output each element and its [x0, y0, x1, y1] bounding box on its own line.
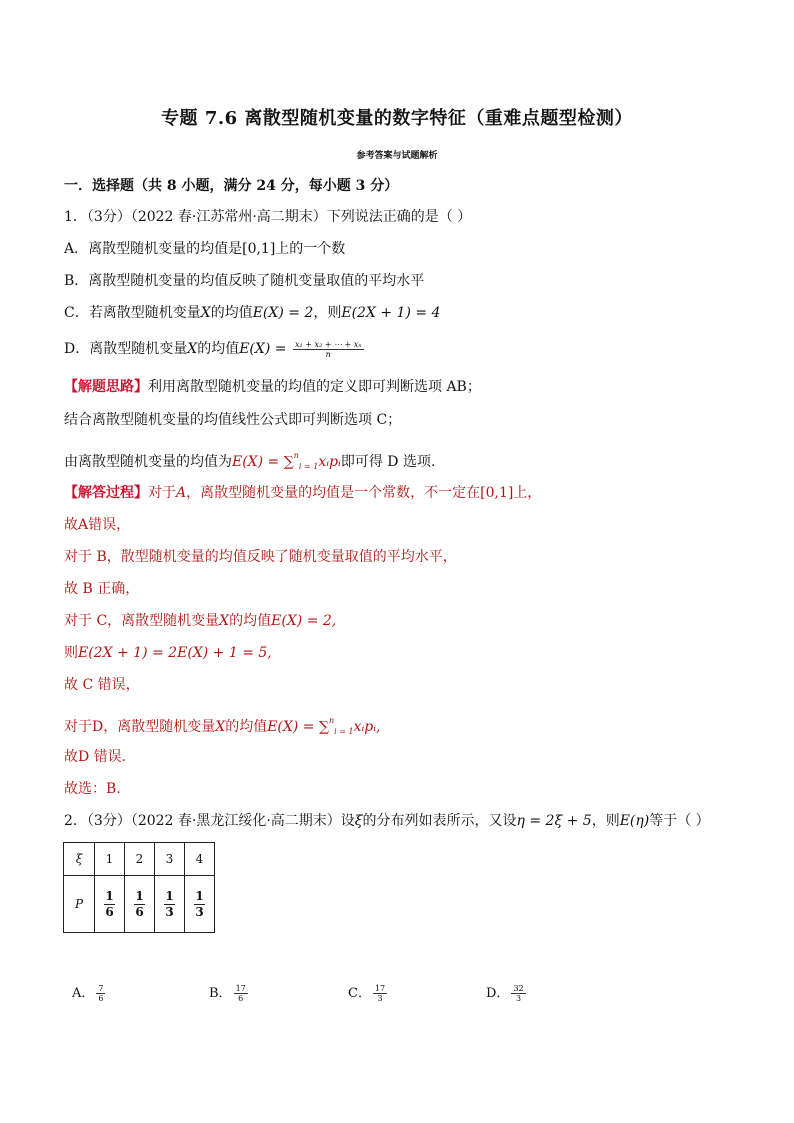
process-5-mid: 的均值	[229, 613, 272, 629]
q1-option-d	[64, 339, 364, 359]
cell-fraction	[104, 889, 114, 920]
q1-thought-2: 结合离散型随机变量的均值线性公式即可判断选项 C；	[64, 412, 402, 428]
q1-option-c	[64, 303, 440, 323]
q2-stem-post: 等于（ ）	[649, 813, 710, 829]
fraction-denominator: 3	[195, 904, 204, 919]
cell-fraction	[134, 889, 144, 920]
table-cell	[185, 876, 215, 933]
process-1-post: ，离散型随机变量的均值是一个常数，不一定在[0,1]上，	[186, 485, 542, 501]
table-cell	[155, 876, 185, 933]
process-6-eq: E(2X + 1) = 2E(X) + 1 = 5,	[78, 645, 272, 661]
process-1-var: A	[176, 485, 187, 501]
fraction-numerator: 32	[513, 984, 524, 993]
table-cell	[125, 876, 155, 933]
table-row	[64, 876, 215, 933]
q1-option-d-fraction	[293, 340, 364, 359]
process-label: 【解答过程】	[64, 485, 148, 501]
option-fraction	[511, 984, 525, 1003]
process-8-pre: 对于D，离散型随机变量	[64, 719, 216, 735]
table-cell: ξ	[64, 843, 95, 876]
thought-text-1: 利用离散型随机变量的均值的定义即可判断选项 AB；	[148, 379, 481, 395]
fraction-numerator: 1	[195, 888, 204, 903]
q2-stem-pre: 2．（3分）（2022 春·黑龙江绥化·高二期末）设	[64, 813, 355, 829]
q2-stem-eq2: E(η)	[619, 813, 650, 829]
q1-option-a: A．离散型随机变量的均值是[0,1]上的一个数	[64, 241, 346, 257]
q1-option-b: B．离散型随机变量的均值反映了随机变量取值的平均水平	[64, 273, 425, 289]
process-8-sup: n	[328, 716, 335, 725]
q2-stem-eq: η = 2ξ + 5	[516, 813, 592, 829]
fraction-numerator: x₁ + x₂ + ⋯ + xₙ	[294, 339, 362, 349]
fraction-numerator: 17	[235, 984, 246, 993]
cell-fraction	[194, 889, 204, 920]
q2-stem-mid: 的分布列如表所示，又设	[362, 813, 517, 829]
thought-3-pre: 由离散型随机变量的均值为	[64, 454, 232, 470]
q1-process-4: 故 B 正确，	[64, 581, 140, 597]
q1-option-c-pre: C．若离散型随机变量	[64, 305, 201, 321]
q1-option-c-var: X	[200, 305, 211, 321]
q2-stem-xi: ξ	[354, 813, 363, 829]
fraction-denominator: 6	[238, 994, 244, 1003]
process-5-pre: 对于 C，离散型随机变量	[64, 613, 220, 629]
table-cell: 4	[185, 843, 215, 876]
thought-3-sup: n	[293, 451, 299, 460]
q1-option-d-eq: E(X) =	[239, 341, 287, 357]
thought-label: 【解题思路】	[64, 379, 148, 395]
distribution-table	[63, 842, 215, 933]
process-1-pre: 对于	[148, 485, 176, 501]
q1-option-c-eq1: E(X) = 2	[252, 305, 314, 321]
section-heading: 一．选择题（共 8 小题，满分 24 分，每小题 3 分）	[64, 178, 399, 194]
q1-option-c-mid3: ，则	[313, 305, 342, 321]
q1-option-d-mid: 的均值	[197, 341, 240, 357]
fraction-numerator: 1	[165, 888, 174, 903]
table-cell	[95, 876, 125, 933]
q1-process-6	[64, 643, 272, 663]
fraction-numerator: 1	[105, 888, 114, 903]
q1-option-d-pre: D．离散型随机变量	[64, 341, 188, 357]
fraction-denominator: n	[325, 349, 331, 359]
option-fraction	[96, 984, 105, 1003]
thought-3-eq: E(X) = ∑	[232, 454, 294, 470]
option-label: C．	[348, 986, 371, 1001]
process-8-eq: E(X) = ∑	[267, 719, 329, 735]
option-fraction	[373, 984, 387, 1003]
table-cell: P	[64, 876, 95, 933]
fraction-denominator: 6	[135, 904, 144, 919]
q1-thought-3	[64, 446, 435, 477]
option-label: D．	[486, 986, 510, 1001]
q2-stem-mid2: ，则	[591, 813, 620, 829]
q2-option-d	[486, 982, 526, 1003]
fraction-numerator: 7	[98, 984, 104, 993]
fraction-numerator: 1	[135, 888, 144, 903]
process-5-eq: E(X) = 2,	[271, 613, 337, 629]
table-row	[64, 843, 215, 876]
fraction-denominator: 3	[165, 904, 174, 919]
table-cell: 2	[125, 843, 155, 876]
option-label: A．	[72, 986, 95, 1001]
fraction-numerator: 17	[374, 984, 386, 993]
table-cell: 1	[95, 843, 125, 876]
q2-option-a	[72, 982, 105, 1003]
fraction-denominator: 3	[377, 994, 383, 1003]
q1-option-c-eq2: E(2X + 1) = 4	[341, 305, 441, 321]
thought-3-post: 即可得 D 选项.	[340, 454, 436, 470]
page-subtitle: 参考答案与试题解析	[356, 151, 438, 161]
option-fraction	[234, 984, 248, 1003]
q1-process-8	[64, 711, 381, 742]
thought-3-sub: i = 1	[298, 462, 319, 471]
option-label: B．	[209, 986, 232, 1001]
fraction-denominator: 3	[515, 994, 522, 1003]
fraction-denominator: 6	[105, 904, 114, 919]
page-title: 专题 7.6 离散型随机变量的数字特征（重难点题型检测）	[161, 108, 633, 129]
q1-process-7: 故 C 错误，	[64, 677, 140, 693]
q2-option-b	[209, 982, 248, 1003]
q1-answer: 故选：B.	[64, 781, 121, 797]
process-8-sub: i = 1	[334, 727, 354, 736]
process-8-mid: 的均值	[225, 719, 268, 735]
q1-option-d-var: X	[187, 341, 198, 357]
process-8-tail: xᵢpᵢ,	[353, 719, 381, 735]
q1-thought-1	[64, 377, 481, 397]
table-cell: 3	[155, 843, 185, 876]
q1-process-3: 对于 B，散型随机变量的均值反映了随机变量取值的平均水平，	[64, 549, 457, 565]
process-5-var: X	[219, 613, 230, 629]
q1-option-c-mid: 的均值	[210, 305, 253, 321]
q1-process-2: 故A错误，	[64, 517, 131, 533]
process-8-var: X	[215, 719, 226, 735]
cell-fraction	[164, 889, 174, 920]
q1-process-5	[64, 611, 336, 631]
thought-3-tail: xᵢpᵢ	[318, 454, 341, 470]
q2-stem	[64, 811, 710, 831]
q1-process-1	[64, 483, 541, 503]
process-6-pre: 则	[64, 645, 78, 661]
q2-option-c	[348, 982, 387, 1003]
q1-process-9: 故D 错误.	[64, 749, 127, 765]
q1-stem: 1．（3分）（2022 春·江苏常州·高二期末）下列说法正确的是（ ）	[64, 209, 472, 225]
fraction-denominator: 6	[98, 994, 104, 1003]
